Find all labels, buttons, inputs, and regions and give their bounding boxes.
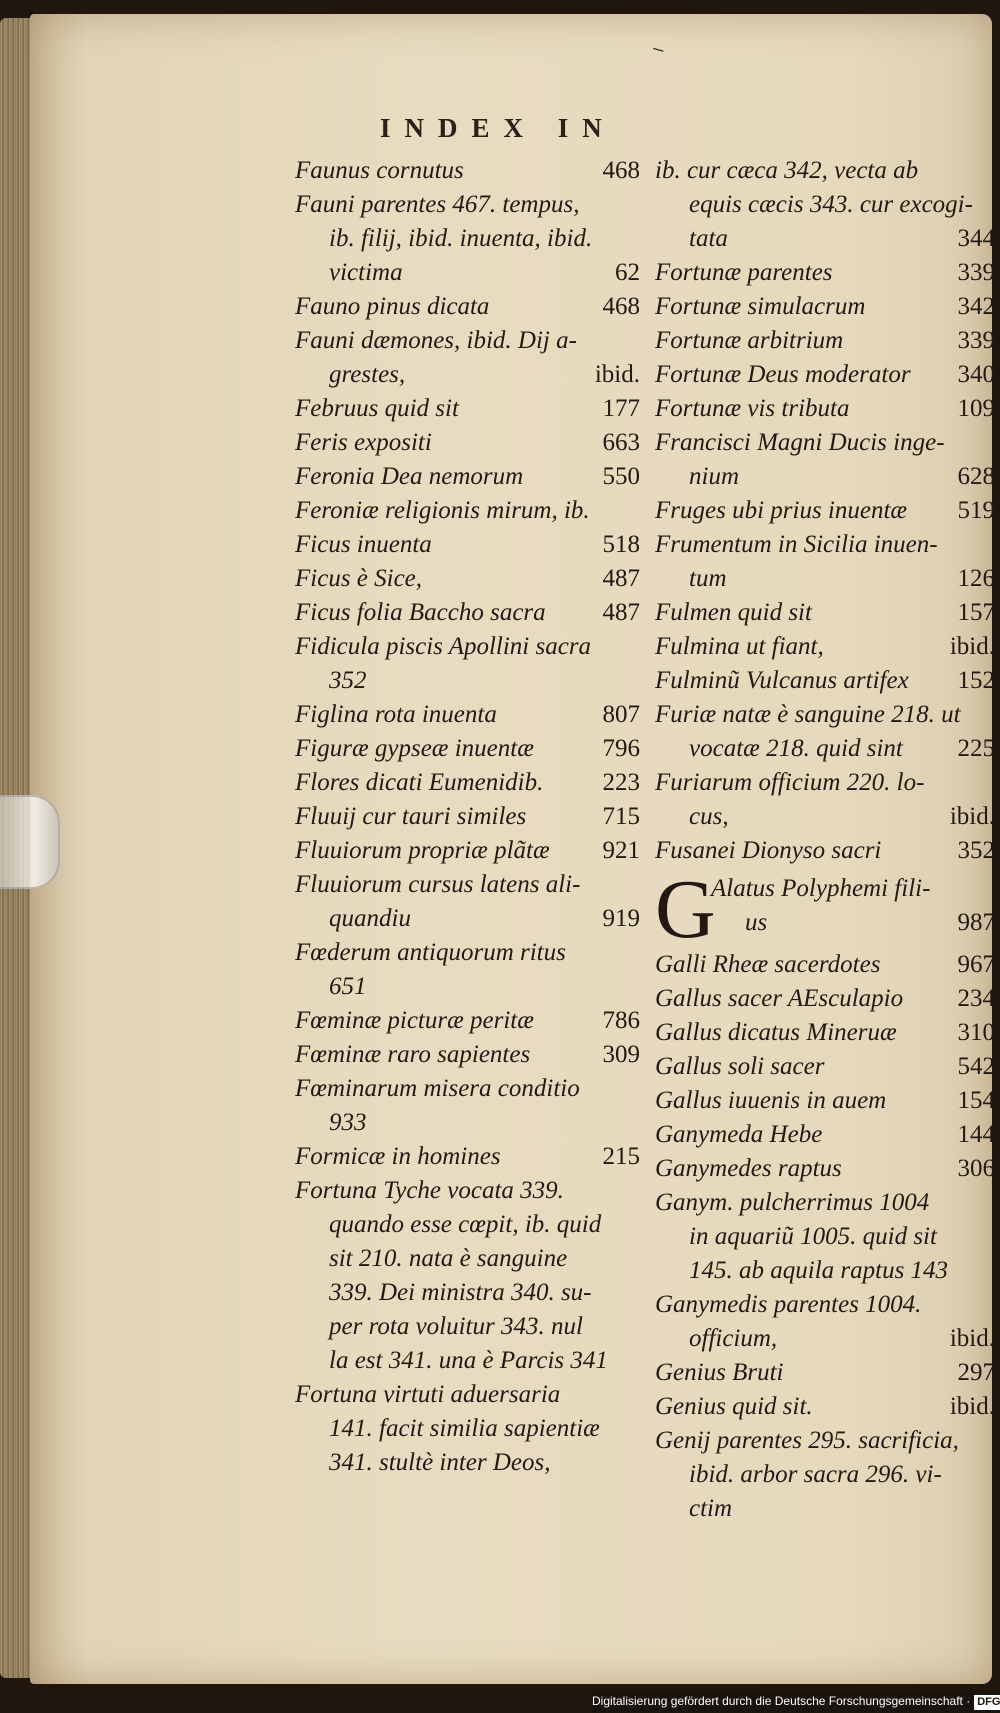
entry-text: vocatæ 218. quid sint [689,735,903,762]
index-entry [295,1004,640,1038]
entry-text: Ficus folia Baccho sacra [295,599,546,626]
page-ref: 225 [957,735,995,762]
entry-text: ib. filij, ibid. inuenta, ibid. [329,225,593,252]
entry-text: Ganym. pulcherrimus 1004 [655,1189,930,1216]
entry-text: Fortuna virtuti aduersaria [295,1381,561,1408]
ink-mark: ⸜ [644,31,667,60]
index-entry [295,1140,640,1174]
index-entry [655,766,995,834]
entry-text: Fortunæ simulacrum [655,293,866,320]
index-entry [655,392,995,426]
page-ref: 152 [957,667,995,694]
page-ref: 967 [957,951,995,978]
entry-line [295,1140,640,1174]
page-ref: 550 [602,463,640,490]
entry-text: ibid. arbor sacra 296. vi- [689,1461,942,1488]
index-entry [295,936,640,1004]
page-ref: 62 [615,259,640,286]
entry-text: la est 341. una è Parcis 341 [329,1347,608,1374]
page-ref: 342 [957,293,995,320]
entry-line [655,256,995,290]
entry-line [655,324,995,358]
page-ref: ibid. [949,803,995,830]
page-ref: 796 [602,735,640,762]
entry-line [655,392,995,426]
entry-text: Fortunæ vis tributa [655,395,850,422]
index-entry [655,256,995,290]
entry-text: nium [689,463,739,490]
entry-line [295,698,640,732]
entry-text: Faunus cornutus [295,157,464,184]
entry-text: Galli Rheæ sacerdotes [655,951,881,978]
index-entry [655,1390,995,1424]
entry-line [655,596,995,630]
index-entry [655,1186,995,1288]
entry-line [295,834,640,868]
index-entry [295,1072,640,1140]
entry-line [655,948,995,982]
page-ref: 126 [957,565,995,592]
index-entry [295,800,640,834]
entry-line [655,460,995,494]
entry-text: 141. facit similia sapientiæ [329,1415,600,1442]
page-ref: 340 [957,361,995,388]
entry-text: Feroniæ religionis mirum, ib. [295,497,590,524]
page-ref: 628 [957,463,995,490]
index-entry [295,630,640,698]
index-entry [295,290,640,324]
index-entry [655,494,995,528]
entry-text: Fauno pinus dicata [295,293,490,320]
entry-line [655,290,995,324]
entry-line [655,494,995,528]
glass-clip [0,795,60,889]
page-ref: 177 [602,395,640,422]
entry-text: 651 [329,973,367,1000]
entry-text: equis cæcis 343. cur excogi- [689,191,973,218]
entry-line [295,528,640,562]
entry-line [655,800,995,834]
entry-line [655,1152,995,1186]
index-entry [655,1084,995,1118]
entry-text: Fauni parentes 467. tempus, [295,191,580,218]
entry-line [655,1118,995,1152]
entry-text: Fulmina ut fiant, [655,633,824,660]
page-ref: 309 [602,1041,640,1068]
entry-text: Februus quid sit [295,395,459,422]
entry-line [745,906,995,940]
entry-text: tata [689,225,728,252]
index-entry [655,1118,995,1152]
page-ref: 344 [957,225,995,252]
index-entry [295,392,640,426]
entry-text: Ganymeda Hebe [655,1121,823,1148]
entry-text: Fœminarum misera conditio [295,1075,580,1102]
page-ref: 234 [957,985,995,1012]
entry-text: Feronia Dea nemorum [295,463,524,490]
index-entry [655,426,995,494]
page-ref: 807 [602,701,640,728]
page-ref: 215 [602,1143,640,1170]
entry-text: us [745,909,768,936]
entry-line [295,562,640,596]
page-ref: 468 [602,293,640,320]
entry-line [295,426,640,460]
index-entry [295,562,640,596]
entry-line [655,358,995,392]
entry-text: Fœderum antiquorum ritus [295,939,566,966]
entry-text: victima [329,259,403,286]
entry-line [295,290,640,324]
page-ref: 157 [957,599,995,626]
entry-text: Flores dicati Eumenidib. [295,769,544,796]
page-ref: 223 [602,769,640,796]
entry-line [655,562,995,596]
index-entry [295,766,640,800]
entry-text: Genius quid sit. [655,1393,813,1420]
index-entry [655,1152,995,1186]
index-entry [295,460,640,494]
entry-line [295,800,640,834]
entry-text: Figlina rota inuenta [295,701,497,728]
entry-line [655,1016,995,1050]
index-entry [655,630,995,664]
index-entry [655,324,995,358]
index-entry [295,1174,640,1378]
entry-line [295,358,640,392]
entry-text: 933 [329,1109,367,1136]
entry-text: cus, [689,803,729,830]
index-entry [295,834,640,868]
page-ref: 310 [957,1019,995,1046]
index-entry [655,290,995,324]
entry-line [655,630,995,664]
entry-text: ib. cur cæca 342, vecta ab [655,157,919,184]
index-entry [655,154,995,256]
page-ref: 542 [957,1053,995,1080]
entry-text: Genij parentes 295. sacrificia, [655,1427,959,1454]
entry-text: Francisci Magni Ducis inge- [655,429,945,456]
entry-text: Fluuiorum cursus latens ali- [295,871,581,898]
entry-text: Furiæ natæ è sanguine 218. ut [655,701,961,728]
page-ref: ibid. [594,361,640,388]
page-ref: 339 [957,259,995,286]
page-ref: 468 [602,157,640,184]
entry-line [295,392,640,426]
entry-line [655,1084,995,1118]
entry-text: Gallus sacer AEsculapio [655,985,904,1012]
index-entry [655,1050,995,1084]
index-entry [655,358,995,392]
entry-text: Fortuna Tyche vocata 339. [295,1177,564,1204]
index-entry [295,528,640,562]
page-ref: 154 [957,1087,995,1114]
index-entry [655,596,995,630]
index-column-left [295,154,640,1480]
entry-line [655,982,995,1016]
entry-line [655,1356,995,1390]
entry-text: in aquariũ 1005. quid sit [689,1223,937,1250]
index-entry [295,426,640,460]
entry-text: Fulminũ Vulcanus artifex [655,667,909,694]
entry-line [295,596,640,630]
page-ref: ibid. [949,1393,995,1420]
entry-line [655,1050,995,1084]
entry-line [295,1038,640,1072]
entry-text: Fauni dæmones, ibid. Dij a- [295,327,577,354]
section-g-entry [655,863,995,956]
page-ref: 663 [602,429,640,456]
entry-text: Fœminæ raro sapientes [295,1041,531,1068]
entry-line [655,664,995,698]
entry-text: Feris expositi [295,429,432,456]
entry-text: Gallus iuuenis in auem [655,1087,887,1114]
index-entry [655,1288,995,1356]
entry-text: tum [689,565,727,592]
page-ref: 487 [602,565,640,592]
entry-text: Gallus soli sacer [655,1053,825,1080]
page-ref: 352 [957,837,995,864]
page-ref: 519 [957,497,995,524]
entry-text: Fortunæ parentes [655,259,833,286]
entry-text: quando esse cœpit, ib. quid [329,1211,602,1238]
entry-text: Fidicula piscis Apollini sacra [295,633,592,660]
page-ref: 297 [957,1359,995,1386]
entry-text: officium, [689,1325,778,1352]
index-entry [655,982,995,1016]
index-entry [655,1016,995,1050]
entry-text: Alatus Polyphemi fili- [711,875,931,902]
entry-line [655,222,995,256]
entry-text: per rota voluitur 343. nul [329,1313,583,1340]
entry-text: 341. stultè inter Deos, [329,1449,551,1476]
page-ref: 487 [602,599,640,626]
index-entry [655,1424,995,1526]
entry-text: sit 210. nata è sanguine [329,1245,568,1272]
entry-text: 339. Dei ministra 340. su- [329,1279,592,1306]
entry-text: Figuræ gypseæ inuentæ [295,735,534,762]
entry-text: Formicæ in homines [295,1143,501,1170]
page-ref: 919 [602,905,640,932]
entry-text: Fusanei Dionyso sacri [655,837,882,864]
page-ref: 144 [957,1121,995,1148]
entry-text: Ficus è Sice, [295,565,423,592]
entry-text: Fortunæ Deus moderator [655,361,911,388]
page-ref: ibid. [949,633,995,660]
page-ref: 987 [957,909,995,936]
entry-line [295,460,640,494]
entry-text: quandiu [329,905,411,932]
entry-line [295,902,640,936]
page-ref: 109 [957,395,995,422]
index-entry [295,154,640,188]
page-ref: 786 [602,1007,640,1034]
page-ref: ibid. [949,1325,995,1352]
index-entry [655,664,995,698]
page-ref: 715 [602,803,640,830]
index-entry [295,698,640,732]
page-ref: 339 [957,327,995,354]
index-entry [295,494,640,528]
entry-text: Gallus dicatus Mineruæ [655,1019,897,1046]
index-entry [655,528,995,596]
entry-line [295,1004,640,1038]
index-entry [295,324,640,392]
dfg-logo: DFG [974,1695,1000,1710]
index-entry [655,948,995,982]
entry-text: Fluuij cur tauri similes [295,803,527,830]
running-head: INDEX IN [380,113,616,143]
index-column-right [655,154,995,1526]
entry-text: Fœminæ picturæ peritæ [295,1007,534,1034]
index-entry [655,1356,995,1390]
entry-text: Furiarum officium 220. lo- [655,769,925,796]
entry-line [295,256,640,290]
entry-text: Fluuiorum propriæ plãtæ [295,837,550,864]
entry-line [655,1322,995,1356]
entry-text: Genius Bruti [655,1359,784,1386]
index-entry [295,868,640,936]
entry-text: 352 [329,667,367,694]
entry-text: 145. ab aquila raptus 143 [689,1257,949,1284]
entry-text: grestes, [329,361,406,388]
entry-line [655,732,995,766]
entry-text: Ficus inuenta [295,531,432,558]
entry-line [295,766,640,800]
entry-text: ctim [689,1495,733,1522]
entry-text: Frumentum in Sicilia inuen- [655,531,938,558]
entry-line [295,154,640,188]
entry-line [655,1390,995,1424]
drop-initial: G [655,863,716,956]
footer-text: Digitalisierung gefördert durch die Deutsche Forschungsgemeinschaft [592,1694,963,1708]
entry-text: Fruges ubi prius inuentæ [655,497,908,524]
index-entry [295,188,640,290]
page-ref: 306 [957,1155,995,1182]
entry-text: Fortunæ arbitrium [655,327,844,354]
index-entry [295,596,640,630]
page-ref: 518 [602,531,640,558]
index-entry [295,732,640,766]
entry-line [295,732,640,766]
index-entry [655,698,995,766]
entry-text: Ganymedis parentes 1004. [655,1291,922,1318]
page-ref: 921 [602,837,640,864]
entry-text: Fulmen quid sit [655,599,812,626]
entry-text: Ganymedes raptus [655,1155,842,1182]
footer-credit: Digitalisierung gefördert durch die Deutsche Forschungsgemeinschaft · DFG [592,1690,1000,1713]
index-entry [295,1038,640,1072]
index-entry [295,1378,640,1480]
